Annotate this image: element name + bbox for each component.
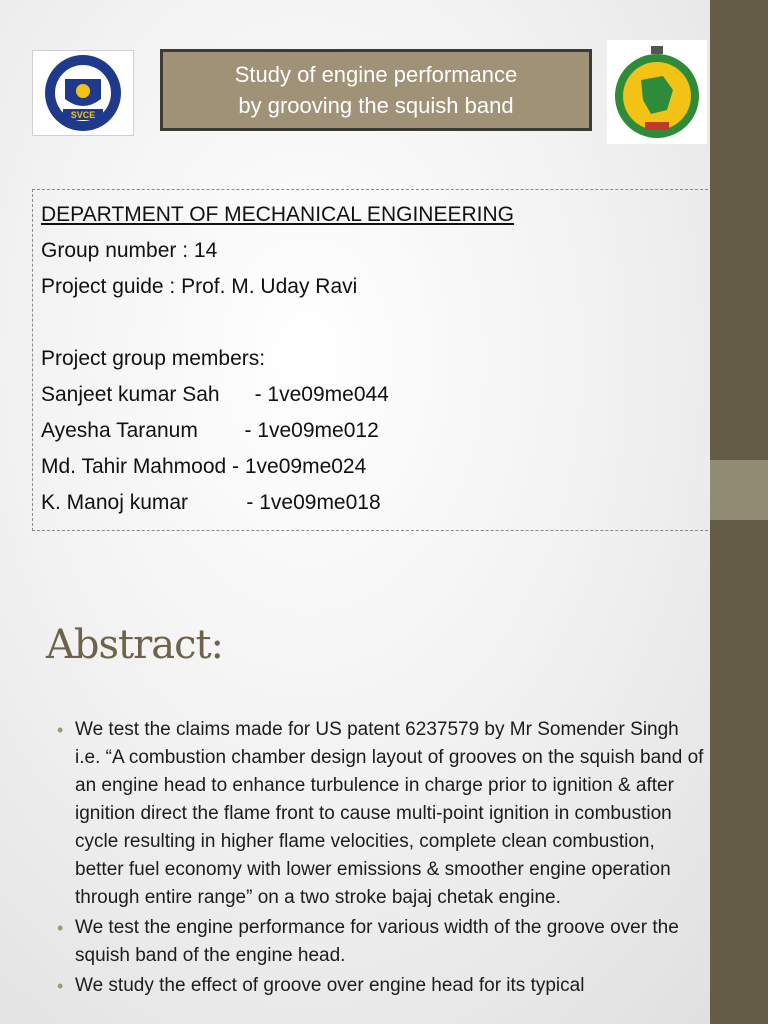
svce-logo xyxy=(32,50,134,136)
member-item: Md. Tahir Mahmood - 1ve09me024 xyxy=(41,455,367,478)
bullet-text: We test the claims made for US patent 6237579 by Mr Somender Singh i.e. “A combustion chamber design layout of grooves on the squish band of an engine head to enhance turbulence in charge prior to ignition & after ignition direct the flame front to cause multi-point ignition in combustion cycle resulting in higher flame velocities, complete clean combustion, better fuel economy with lower emissions & smoother engine operation through entire range” on a two stroke bajaj chetak engine. xyxy=(75,719,704,908)
bullet-text: We study the effect of groove over engine head for its typical xyxy=(75,975,585,996)
abstract-bullet xyxy=(57,914,707,970)
vtu-emblem-icon xyxy=(607,40,707,144)
svce-emblem-icon xyxy=(33,51,133,135)
member-item: Sanjeet kumar Sah - 1ve09me044 xyxy=(41,383,389,406)
abstract-bullet xyxy=(57,972,707,1000)
member-item: Ayesha Taranum - 1ve09me012 xyxy=(41,419,379,442)
project-guide: Project guide : Prof. M. Uday Ravi xyxy=(41,275,358,298)
abstract-list xyxy=(57,716,707,1002)
spacer xyxy=(41,305,514,341)
bullet-icon: • xyxy=(57,976,64,996)
slide-title xyxy=(160,49,592,131)
bullet-icon: • xyxy=(57,720,64,740)
department-name: DEPARTMENT OF MECHANICAL ENGINEERING xyxy=(41,203,514,226)
svce-logo-text: SVCE xyxy=(70,110,96,120)
members-heading: Project group members: xyxy=(41,347,266,370)
title-line-1: Study of engine performance xyxy=(234,62,518,87)
member-item: K. Manoj kumar - 1ve09me018 xyxy=(41,491,381,514)
project-info xyxy=(41,197,514,521)
bullet-text: We test the engine performance for various width of the groove over the squish band of the engine head. xyxy=(75,917,679,966)
abstract-heading: Abstract: xyxy=(46,622,224,668)
title-line-2: by grooving the squish band xyxy=(238,93,514,118)
vtu-logo xyxy=(607,40,707,144)
side-bar-accent xyxy=(710,460,768,520)
group-number: Group number : 14 xyxy=(41,239,218,262)
abstract-bullet xyxy=(57,716,707,912)
bullet-icon: • xyxy=(57,918,64,938)
